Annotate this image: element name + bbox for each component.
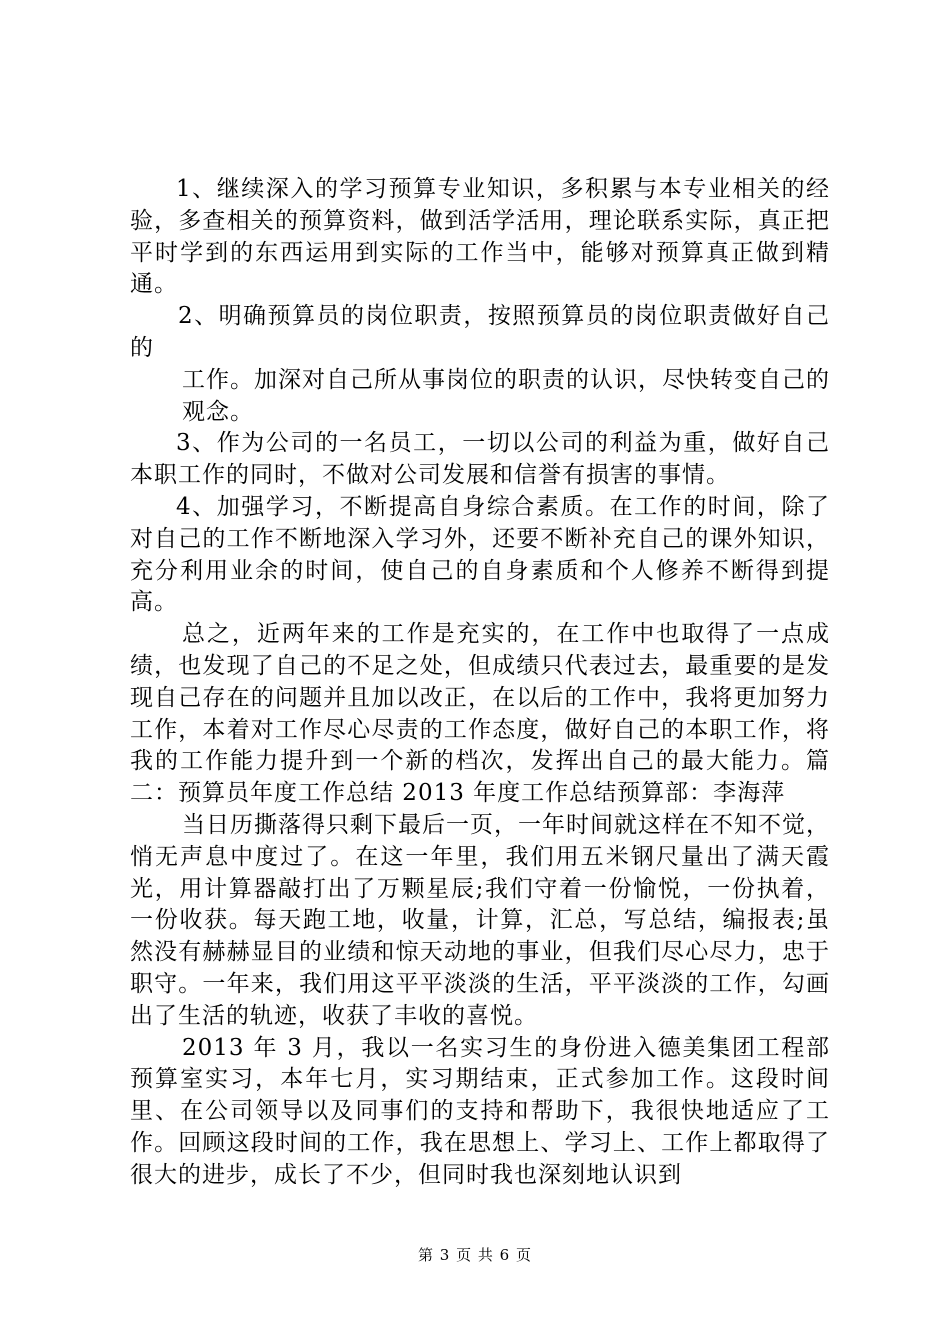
- paragraph-item-2: 2、明确预算员的岗位职责，按照预算员的岗位职责做好自己的: [130, 303, 830, 361]
- paragraph-internship: 2013 年 3 月，我以一名实习生的身份进入德美集团工程部预算室实习，本年七月，实习期结束，正式参加工作。这段时间里、在公司领导以及同事们的支持和帮助下，我很快地适应了工作。回顾这段时间的工作，我在思想上、学习上、工作上都取得了很大的进步，成长了不少，但同时我也深刻地认识到: [130, 1034, 830, 1188]
- paragraph-year-review: 当日历撕落得只剩下最后一页，一年时间就这样在不知不觉，悄无声息中度过了。在这一年里，我们用五米钢尺量出了满天霞光，用计算器敲打出了万颗星辰;我们守着一份愉悦，一份执着，一份收获。每天跑工地，收量，计算，汇总，写总结，编报表;虽然没有赫赫显目的业绩和惊天动地的事业，但我们尽心尽力，忠于职守。一年来，我们用这平平淡淡的生活，平平淡淡的工作，勾画出了生活的轨迹，收获了丰收的喜悦。: [130, 811, 830, 1029]
- paragraph-item-3: 3、作为公司的一名员工，一切以公司的利益为重，做好自己本职工作的同时，不做对公司发展和信誉有损害的事情。: [130, 430, 830, 489]
- paragraph-item-1: 1、继续深入的学习预算专业知识，多积累与本专业相关的经验，多查相关的预算资料，做到活学活用，理论联系实际，真正把平时学到的东西运用到实际的工作当中，能够对预算真正做到精通。: [130, 176, 830, 298]
- paragraph-item-4: 4、加强学习，不断提高自身综合素质。在工作的时间，除了对自己的工作不断地深入学习外，还要不断补充自己的课外知识，充分利用业余的时间，使自己的自身素质和个人修养不断得到提高。: [130, 493, 830, 616]
- document-body: [130, 174, 830, 1192]
- paragraph-summary: 总之，近两年来的工作是充实的，在工作中也取得了一点成绩，也发现了自己的不足之处，但成绩只代表过去，最重要的是发现自己存在的问题并且加以改正，在以后的工作中，我将更加努力工作，本着对工作尽心尽责的工作态度，做好自己的本职工作，将我的工作能力提升到一个新的档次，发挥出自己的最大能力。篇二：预算员年度工作总结 2013 年度工作总结预算部：李海萍: [130, 621, 830, 807]
- paragraph-item-2-continued: 工作。加深对自己所从事岗位的职责的认识，尽快转变自己的观念。: [182, 366, 830, 425]
- page-footer: 第 3 页 共 6 页: [418, 1246, 532, 1264]
